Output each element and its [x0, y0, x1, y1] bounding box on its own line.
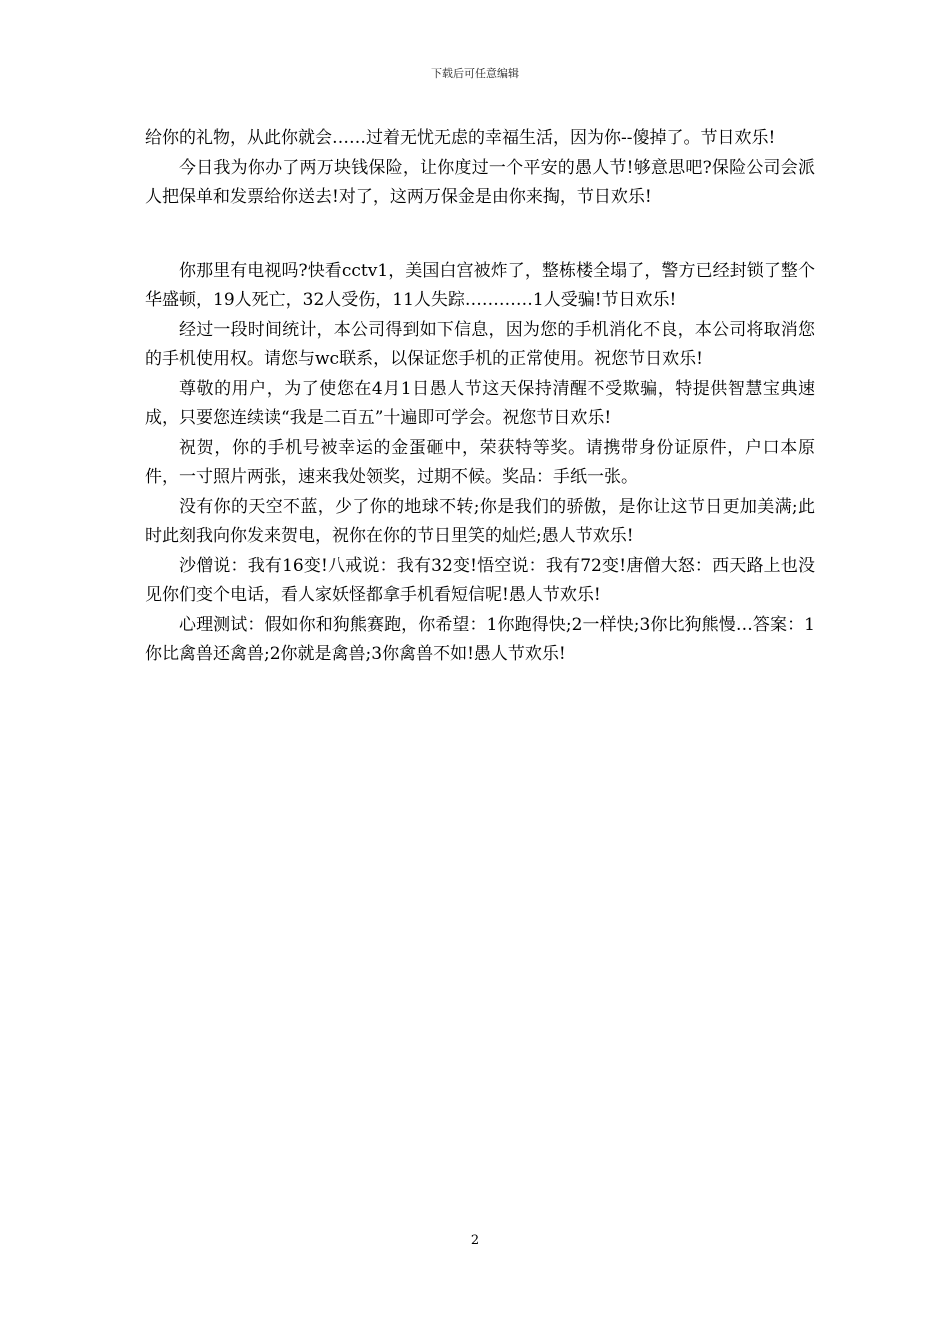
page-number: 2: [470, 1233, 480, 1248]
paragraph-5: 尊敬的用户，为了使您在4月1日愚人节这天保持清醒不受欺骗，特提供智慧宝典速成，只要您连续读“我是二百五”十遍即可学会。祝您节日欢乐!: [145, 378, 815, 428]
paragraph-9: 心理测试：假如你和狗熊赛跑，你希望：1你跑得快;2一样快;3你比狗熊慢…答案：1你比禽兽还禽兽;2你就是禽兽;3你禽兽不如!愚人节欢乐!: [145, 614, 815, 664]
document-body: [145, 124, 815, 670]
paragraph-3: 你那里有电视吗?快看cctv1，美国白宫被炸了，整栋楼全塌了，警方已经封锁了整个华盛顿，19人死亡，32人受伤，11人失踪…………1人受骗!节日欢乐!: [145, 260, 815, 310]
paragraph-1: 给你的礼物，从此你就会……过着无忧无虑的幸福生活，因为你--傻掉了。节日欢乐!: [145, 128, 776, 148]
blank-line: [145, 213, 815, 257]
paragraph-7: 没有你的天空不蓝，少了你的地球不转;你是我们的骄傲，是你让这节日更加美满;此时此刻我向你发来贺电，祝你在你的节日里笑的灿烂;愚人节欢乐!: [145, 496, 815, 546]
paragraph-8: 沙僧说：我有16变!八戒说：我有32变!悟空说：我有72变!唐僧大怒：西天路上也没见你们变个电话，看人家妖怪都拿手机看短信呢!愚人节欢乐!: [145, 555, 815, 605]
paragraph-2: 今日我为你办了两万块钱保险，让你度过一个平安的愚人节!够意思吧?保险公司会派人把保单和发票给你送去!对了，这两万保金是由你来掏，节日欢乐!: [145, 157, 815, 207]
paragraph-6: 祝贺，你的手机号被幸运的金蛋砸中，荣获特等奖。请携带身份证原件，户口本原件，一寸照片两张，速来我处领奖，过期不候。奖品：手纸一张。: [145, 437, 815, 487]
page-header: 下载后可任意编辑: [431, 67, 519, 80]
paragraph-4: 经过一段时间统计，本公司得到如下信息，因为您的手机消化不良，本公司将取消您的手机使用权。请您与wc联系，以保证您手机的正常使用。祝您节日欢乐!: [145, 319, 815, 369]
